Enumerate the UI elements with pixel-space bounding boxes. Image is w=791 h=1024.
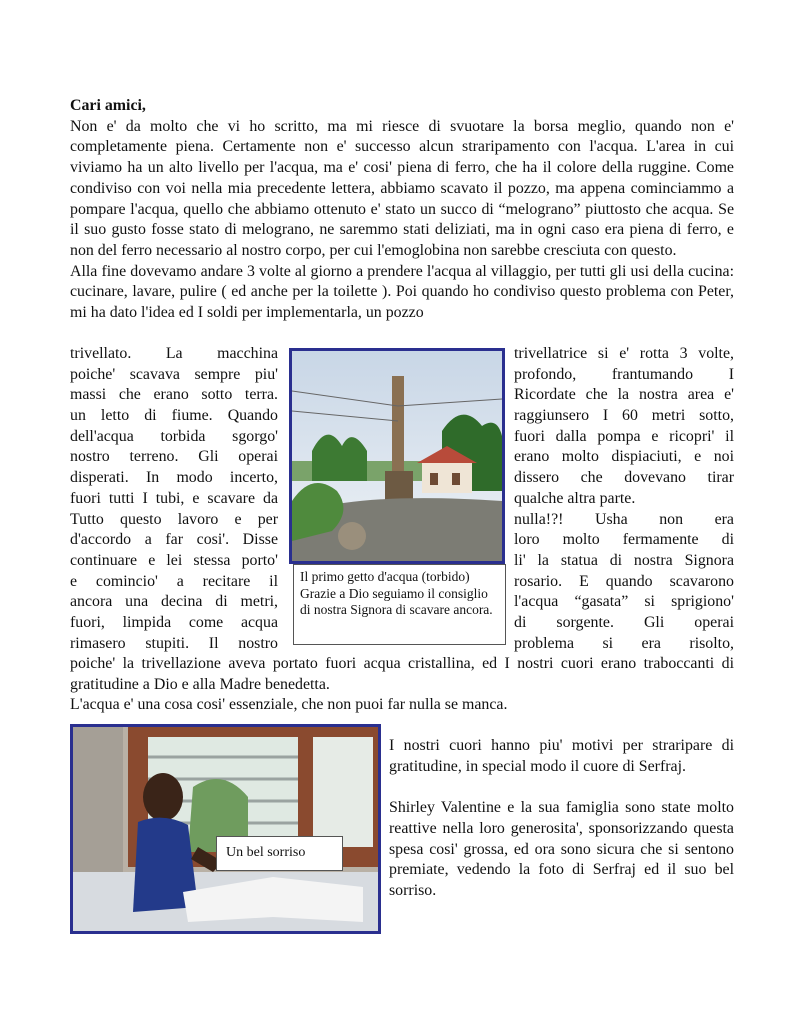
left-column-line: d'accordo a far cosi'. Disse [70,531,278,549]
letter-outro [70,654,734,716]
left-column-line: ancora una decina di metri, [70,593,278,611]
right-column-line: di sorgente. Gli operai [514,613,734,631]
right-column-line: nulla!?! Usha non era [514,510,734,528]
well-photo-caption-text-2: Il primo getto d'acqua (torbido) Grazie a Dio seguiamo il consiglio di nostra Signora di scavare ancora. [300,569,493,617]
bottom-text-column [389,736,734,922]
right-text-column [514,344,734,654]
left-column-line: poiche' scavava sempre piu' [70,365,278,383]
greeting: Cari amici, [70,97,146,114]
right-column-line: profondo, frantumando I [514,365,734,383]
left-text-column [70,344,278,654]
paragraph-3: L'acqua e' una cosa cosi' essenziale, che non puoi far nulla se manca. [70,696,508,714]
right-column-line: trivellatrice si e' rotta 3 volte, [514,345,734,362]
right-column-line: li' la statua di nostra Signora [514,551,734,569]
right-column-line: problema si era risolto, [514,634,734,652]
left-column-line: fuori tutti I tubi, e scavare da [70,489,278,507]
right-column-line: raggiunsero I 60 metri sotto, [514,407,734,425]
left-column-line: e comincio' a recitare il [70,572,278,590]
bottom-paragraph-1: I nostri cuori hanno piu' motivi per straripare di gratitudine, in special modo il cuore di Serfraj. [389,737,734,775]
left-column-line: trivellato. La macchina [70,345,278,362]
left-column-line: un letto di fiume. Quando [70,407,278,425]
well-photo [289,348,505,564]
right-column-line: dissero che dovevano tirar [514,469,734,487]
well-photo-caption-box [293,564,506,645]
boy-photo [70,724,381,934]
left-column-line: nostro terreno. Gli operai [70,448,278,466]
right-column-line: erano molto dispiaciuti, e noi [514,448,734,466]
right-column-line: qualche altra parte. [514,489,636,507]
right-column-line: loro molto fermamente di [514,531,734,549]
left-column-line: massi che erano sotto terra. [70,386,278,404]
right-column-line: rosario. E quando scavarono [514,572,734,590]
right-column-line: fuori dalla pompa e ricopri' il [514,427,734,445]
paragraph-2-end: poiche' la trivellazione aveva portato fuori acqua cristallina, ed I nostri cuori erano traboccanti di gratitudine a Dio e alla Madre benedetta. [70,655,734,693]
boy-photo-caption [216,836,343,871]
well-drilling-photo-illustration [292,351,502,561]
left-column-line: dell'acqua torbida sgorgo' [70,427,278,445]
paragraph-2-intro: Alla fine dovevamo andare 3 volte al giorno a prendere l'acqua al villaggio, per tutti gli usi della cucina: cucinare, lavare, pulire ( ed anche per la toilette ). Poi quando ho condiviso questo problema con Peter, mi ha dato l'idea ed I soldi per implementarla, un pozzo [70,262,734,322]
smiling-boy-photo-illustration [73,727,378,931]
right-column-line: l'acqua “gasata” si sprigiono' [514,593,734,611]
left-column-line: continuare e lei stessa porto' [70,551,278,569]
letter-intro [70,96,734,324]
boy-photo-caption-text: Un bel sorriso [226,845,306,860]
left-column-line: disperati. In modo incerto, [70,469,278,487]
paragraph-1: Non e' da molto che vi ho scritto, ma mi riesce di svuotare la borsa meglio, quando non e' completamente piena. Certamente non e' successo alcun straripamento con l'acqua. L'area in cui viviamo ha un alto livello per l'acqua, ma e' cosi' piena di ferro, che ha il colore della ruggine. Come condiviso con voi nella mia precedente lettera, abbiamo scavato il pozzo, ma appena cominciammo a pompare l'acqua, quello che abbiamo ottenuto e' stato un succo di “melograno” piuttosto che acqua. Se il suo gusto fosse stato di melograno, ne saremmo stati deliziati, ma in ogni caso era piena di ferro, e non del ferro necessario al nostro corpo, per cui l'emoglobina non sarebbe cresciuta con questo. [70,117,734,259]
left-column-line: Tutto questo lavoro e per [70,510,278,528]
left-column-line: fuori, limpida come acqua [70,613,278,631]
left-column-line: rimasero stupiti. Il nostro [70,634,278,652]
right-column-line: Ricordate che la nostra area e' [514,386,734,404]
bottom-paragraph-2: Shirley Valentine e la sua famiglia sono state molto reattive nella loro generosita', sponsorizzando questa spesa cosi' grossa, ed ora sono sicura che si sentono premiate, vedendo la foto di Serfraj ed il suo bel sorriso. [389,799,734,899]
